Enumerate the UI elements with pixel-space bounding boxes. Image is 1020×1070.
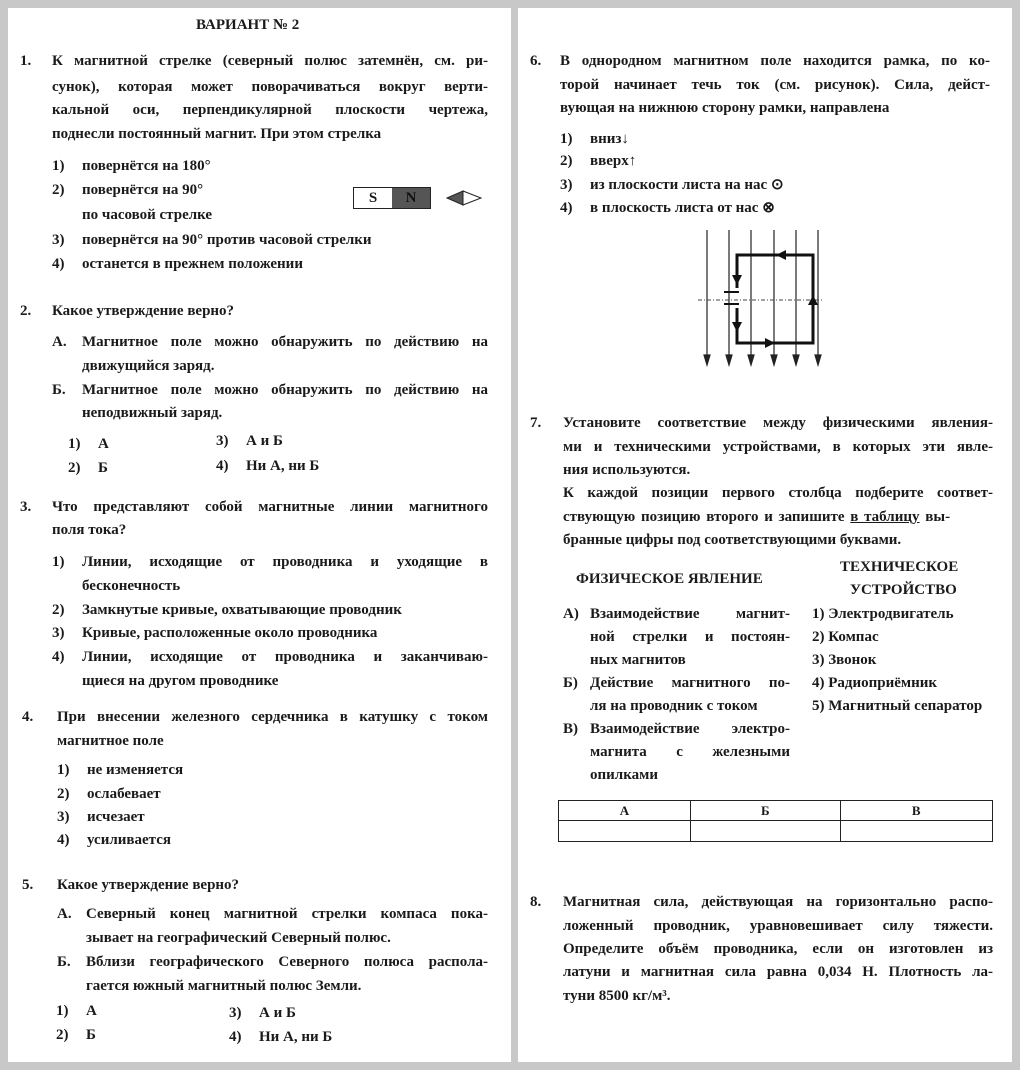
question-text: торой начинает течь ток (см. рисунок). Сила, дейст- xyxy=(560,77,990,93)
choice-number: 1) xyxy=(68,436,81,452)
option-number: 4) xyxy=(52,256,65,272)
option-text: бесконечность xyxy=(82,578,181,594)
device-item: 2) Компас xyxy=(812,629,879,645)
choice-text: А и Б xyxy=(259,1005,296,1021)
option-number: 2) xyxy=(57,786,70,802)
phenomenon-label: В) xyxy=(563,721,578,737)
choice-text: А xyxy=(98,436,109,452)
field-arrow xyxy=(726,355,732,365)
statement-label: А. xyxy=(52,334,67,350)
current-arrow xyxy=(732,275,742,285)
question-text: Какое утверждение верно? xyxy=(57,877,240,893)
statement-text: Северный конец магнитной стрелки компаса пока- xyxy=(86,906,488,922)
question-number: 7. xyxy=(530,415,542,431)
option-text: повернётся на 90° против часовой стрелки xyxy=(82,232,372,248)
question-text: Определите объём проводника, если он изготовлен из xyxy=(563,941,993,957)
field-arrow xyxy=(815,355,821,365)
question-text xyxy=(563,507,950,527)
answer-cell[interactable] xyxy=(559,821,691,842)
question-number: 3. xyxy=(20,499,32,515)
statement-label: А. xyxy=(57,906,72,922)
question-text: Установите соответствие между физическими явления- xyxy=(563,415,993,431)
choice-text: Б xyxy=(86,1027,96,1043)
question-text: При внесении железного сердечника в катушку с током xyxy=(57,709,488,725)
question-text: Что представляют собой магнитные линии магнитного xyxy=(52,499,488,515)
statement-label: Б. xyxy=(52,382,66,398)
phenomenon-text: ных магнитов xyxy=(590,652,686,668)
option-number: 4) xyxy=(52,649,65,665)
choice-number: 2) xyxy=(68,460,81,476)
choice-number: 4) xyxy=(216,458,229,474)
compass-needle-icon xyxy=(446,189,484,207)
phenomenon-text: ной стрелки и постоян- xyxy=(590,629,790,645)
option-text: не изменяется xyxy=(87,762,184,778)
current-arrow xyxy=(732,322,742,332)
question-text: магнитное поле xyxy=(57,733,164,749)
question-text: ми и техническими устройствами, в которых эти явле- xyxy=(563,439,993,455)
column-header-device: УСТРОЙСТВО xyxy=(850,582,957,598)
option-text: щиеся на другом проводнике xyxy=(82,673,279,689)
statement-text: движущийся заряд. xyxy=(82,358,215,374)
underlined-text: в таблицу xyxy=(850,509,920,525)
device-item: 5) Магнитный сепаратор xyxy=(812,698,983,714)
magnet-south-pole: S xyxy=(354,188,392,208)
table-header-cell: А xyxy=(559,801,691,821)
device-item: 4) Радиоприёмник xyxy=(812,675,938,691)
field-arrow xyxy=(704,355,710,365)
column-header-phenomenon: ФИЗИЧЕСКОЕ ЯВЛЕНИЕ xyxy=(576,571,763,587)
choice-text: Б xyxy=(98,460,108,476)
phenomenon-text: опилками xyxy=(590,767,658,783)
answer-cell[interactable] xyxy=(840,821,992,842)
option-number: 3) xyxy=(57,809,70,825)
option-number: 3) xyxy=(560,177,573,193)
question-text: вующая на нижнюю сторону рамки, направлена xyxy=(560,100,890,116)
field-arrow xyxy=(748,355,754,365)
question-text: К магнитной стрелке (северный полюс затемнён, см. ри- xyxy=(52,53,488,69)
phenomenon-text: ля на проводник с током xyxy=(590,698,758,714)
current-frame-diagram xyxy=(690,225,840,370)
question-text: К каждой позиции первого столбца подберите соответ- xyxy=(563,485,993,501)
table-header-cell: Б xyxy=(690,801,840,821)
question-text: поднесли постоянный магнит. При этом стрелка xyxy=(52,126,382,142)
bar-magnet xyxy=(353,187,431,209)
question-text: бранные цифры под соответствующими буквами. xyxy=(563,532,902,548)
question-text: сунок), которая может поворачиваться вокруг верти- xyxy=(52,79,488,95)
question-text: кальной оси, перпендикулярной плоскости чертежа, xyxy=(52,102,488,118)
question-number: 4. xyxy=(22,709,34,725)
text: ствующую позицию второго и запишите xyxy=(563,509,851,525)
option-number: 1) xyxy=(52,554,65,570)
choice-text: А и Б xyxy=(246,433,283,449)
question-number: 6. xyxy=(530,53,542,69)
option-text: Замкнутые кривые, охватывающие проводник xyxy=(82,602,402,618)
choice-number: 3) xyxy=(229,1005,242,1021)
magnet-north-pole: N xyxy=(392,188,430,208)
statement-text: Магнитное поле можно обнаружить по действию на xyxy=(82,334,488,350)
option-number: 4) xyxy=(57,832,70,848)
option-number: 2) xyxy=(52,602,65,618)
option-number: 2) xyxy=(560,153,573,169)
option-text: вниз↓ xyxy=(590,131,629,147)
column-header-device: ТЕХНИЧЕСКОЕ xyxy=(840,559,959,575)
question-number: 5. xyxy=(22,877,34,893)
statement-label: Б. xyxy=(57,954,71,970)
phenomenon-text: Взаимодействие магнит- xyxy=(590,606,790,622)
current-arrow xyxy=(776,250,786,260)
option-text: вверх↑ xyxy=(590,153,637,169)
choice-number: 3) xyxy=(216,433,229,449)
option-text: по часовой стрелке xyxy=(82,207,213,223)
question-text: Какое утверждение верно? xyxy=(52,303,235,319)
choice-number: 1) xyxy=(56,1003,69,1019)
option-text: останется в прежнем положении xyxy=(82,256,303,272)
option-text: Линии, исходящие от проводника и уходящие в xyxy=(82,554,488,570)
field-arrow xyxy=(771,355,777,365)
question-text: латуни и магнитная сила равна 0,034 Н. Плотность ла- xyxy=(563,964,993,980)
choice-number: 4) xyxy=(229,1029,242,1045)
option-text: ослабевает xyxy=(87,786,161,802)
option-number: 3) xyxy=(52,625,65,641)
question-text: В однородном магнитном поле находится рамка, по ко- xyxy=(560,53,990,69)
device-item: 3) Звонок xyxy=(812,652,877,668)
device-item: 1) Электродвигатель xyxy=(812,606,954,622)
option-number: 1) xyxy=(560,131,573,147)
statement-text: гается южный магнитный полюс Земли. xyxy=(86,978,362,994)
option-text: Линии, исходящие от проводника и заканчиваю- xyxy=(82,649,488,665)
question-text: ложенный проводник, уравновешивает силу тяжести. xyxy=(563,918,993,934)
text: вы- xyxy=(919,509,951,525)
choice-text: Ни А, ни Б xyxy=(259,1029,333,1045)
question-text: Магнитная сила, действующая на горизонтально распо- xyxy=(563,894,993,910)
phenomenon-label: Б) xyxy=(563,675,578,691)
page-title: ВАРИАНТ № 2 xyxy=(196,17,300,33)
statement-text: зывает на географический Северный полюс. xyxy=(86,930,391,946)
phenomenon-label: А) xyxy=(563,606,579,622)
question-number: 2. xyxy=(20,303,32,319)
option-text: исчезает xyxy=(87,809,145,825)
option-text: повернётся на 90° xyxy=(82,182,204,198)
question-text: туни 8500 кг/м³. xyxy=(563,988,671,1004)
option-number: 3) xyxy=(52,232,65,248)
option-number: 4) xyxy=(560,200,573,216)
answer-cell[interactable] xyxy=(690,821,840,842)
question-number: 8. xyxy=(530,894,542,910)
choice-text: А xyxy=(86,1003,97,1019)
option-text: повернётся на 180° xyxy=(82,158,211,174)
option-text: усиливается xyxy=(87,832,171,848)
option-number: 1) xyxy=(52,158,65,174)
answer-table xyxy=(558,800,993,842)
option-number: 2) xyxy=(52,182,65,198)
phenomenon-text: Действие магнитного по- xyxy=(590,675,790,691)
choice-text: Ни А, ни Б xyxy=(246,458,320,474)
choice-number: 2) xyxy=(56,1027,69,1043)
option-text: в плоскость листа от нас ⊗ xyxy=(590,200,775,216)
phenomenon-text: магнита с железными xyxy=(590,744,790,760)
option-text: из плоскости листа на нас ⊙ xyxy=(590,177,784,193)
statement-text: Магнитное поле можно обнаружить по действию на xyxy=(82,382,488,398)
option-number: 1) xyxy=(57,762,70,778)
phenomenon-text: Взаимодействие электро- xyxy=(590,721,790,737)
field-arrow xyxy=(793,355,799,365)
option-text: Кривые, расположенные около проводника xyxy=(82,625,378,641)
statement-text: Вблизи географического Северного полюса распола- xyxy=(86,954,488,970)
statement-text: неподвижный заряд. xyxy=(82,405,223,421)
question-number: 1. xyxy=(20,53,32,69)
question-text: поля тока? xyxy=(52,522,127,538)
question-text: ния используются. xyxy=(563,462,691,478)
table-header-cell: В xyxy=(840,801,992,821)
